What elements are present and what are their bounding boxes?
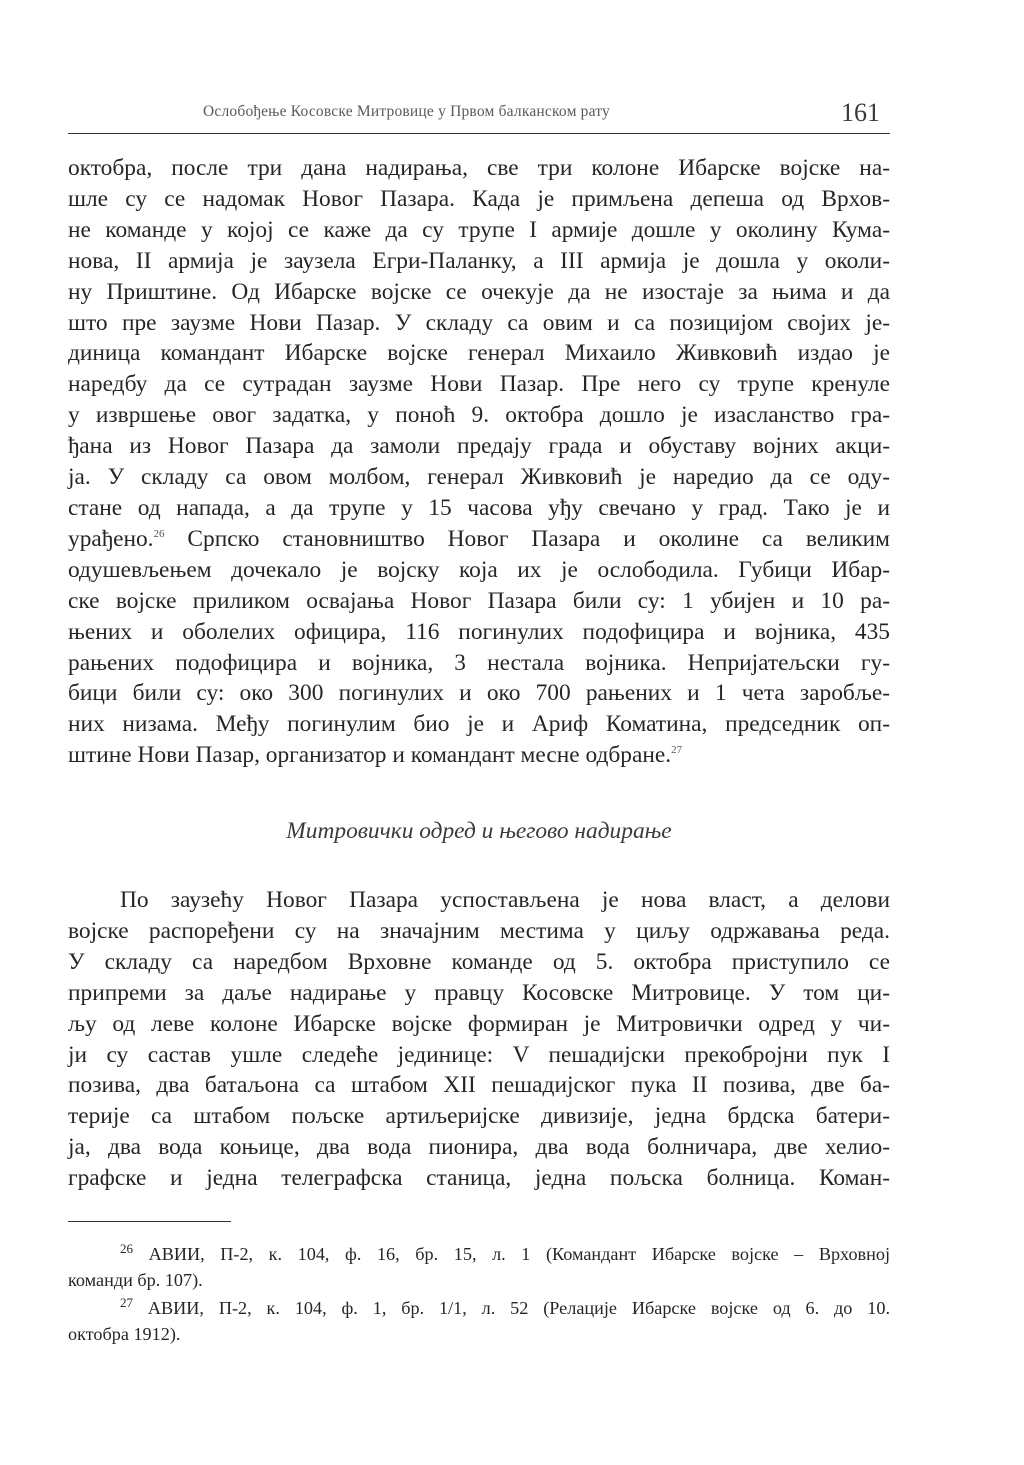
text-line: ђана из Новог Пазара да замоли предају града и обуставу војних акци- [68, 433, 890, 460]
text-line: ске војске приликом освајања Новог Пазара били су: 1 убијен и 10 ра- [68, 587, 890, 614]
text-line: У складу са наредбом Врховне команде од 5. октобра приступило се [68, 948, 890, 975]
text-line: бици били су: око 300 погинулих и око 700 рањених и 1 чета заробље- [68, 680, 890, 707]
text-line: стане од напада, а да трупе у 15 часова уђу свечано у град. Тако је и [68, 494, 890, 521]
paragraph-2 [68, 885, 890, 1194]
text-fragment: Српско становништво Новог Пазара и околине са великим [187, 525, 890, 552]
paragraph-1 [68, 153, 890, 771]
text-line: наредбу да се сутрадан заузме Нови Пазар. Пре него су трупе кренуле [68, 371, 890, 398]
text-line: рањених подофицира и војника, 3 нестала војника. Непријатељски гу- [68, 649, 890, 676]
footnote-text: АВИИ, П-2, к. 104, ф. 1, бр. 1/1, л. 52 (Релације Ибарске војске од 6. до 10. [147, 1298, 891, 1318]
footnote-line: команди бр. 107). [68, 1269, 203, 1290]
text-line-with-footnote-26 [68, 524, 890, 555]
text-line: што пре заузме Нови Пазар. У складу са овим и са позицијом својих је- [68, 309, 890, 336]
text-line: нова, II армија је заузела Егри-Паланку, а III армија је дошла у околи- [68, 247, 890, 274]
text-line: љу од леве колоне Ибарске војске формиран је Митровички одред у чи- [68, 1010, 890, 1037]
text-line: диница командант Ибарске војске генерал Михаило Живковић издао је [68, 340, 890, 367]
page-header [68, 98, 890, 134]
header-rule [68, 133, 890, 134]
footnote-27 [68, 1296, 890, 1347]
footnote-ref-27: 27 [671, 744, 683, 757]
text-line: ну Приштине. Од Ибарске војске се очекује да не изостаје за њима и да [68, 278, 890, 305]
text-line: ји су састав ушле следеће јединице: V пешадијски прекобројни пук I [68, 1041, 890, 1068]
running-title: Ослобођење Косовске Митровице у Првом балканском рату [203, 103, 611, 120]
footnote-line [68, 1296, 890, 1322]
text-line: позива, два батаљона са штабом XII пешадијског пука II позива, две ба- [68, 1072, 890, 1099]
text-line: припреми за даље надирање у правцу Косовске Митровице. У том ци- [68, 979, 890, 1006]
text-line: По заузећу Новог Пазара успостављена је нова власт, а делови [120, 887, 890, 913]
text-line: терије са штабом пољске артиљеријске дивизије, једна брдска батери- [68, 1103, 890, 1130]
text-line: одушевљењем дочекало је војску која их је ослободила. Губици Ибар- [68, 556, 890, 583]
text-line: ја, два вода коњице, два вода пионира, два вода болничара, две хелио- [68, 1134, 890, 1161]
footnote-mark: 26 [120, 1240, 133, 1256]
text-line: не команде у којој се каже да су трупе I армије дошле у околину Кума- [68, 216, 890, 243]
text-line: них низама. Међу погинулим био је и Ариф Коматина, председник оп- [68, 711, 890, 738]
text-line: у извршење овог задатка, у поноћ 9. октобра дошло је изасланство гра- [68, 402, 890, 429]
footnote-ref-26: 26 [153, 528, 165, 541]
text-line: шле су се надомак Новог Пазара. Када је примљена депеша од Врхов- [68, 185, 890, 212]
text-line-with-footnote-27 [68, 740, 890, 771]
footnotes [68, 1242, 890, 1350]
page-number: 161 [841, 98, 880, 127]
text-fragment: урађено. [68, 525, 154, 552]
footnote-line [68, 1242, 890, 1268]
text-fragment: штине Нови Пазар, организатор и командант месне одбране. [68, 742, 672, 769]
footnote-26 [68, 1242, 890, 1293]
footnote-text: АВИИ, П-2, к. 104, ф. 16, бр. 15, л. 1 (Командант Ибарске војске – Врховној [148, 1244, 891, 1264]
footnote-mark: 27 [120, 1294, 133, 1310]
text-line: војске распоређени су на значајним местима у циљу одржавања реда. [68, 917, 890, 944]
text-line: ја. У складу са овом молбом, генерал Живковић је наредио да се оду- [68, 464, 890, 491]
footnote-line: октобра 1912). [68, 1323, 181, 1344]
section-heading: Митровички одред и његово надирање [286, 818, 672, 844]
footnote-rule [68, 1221, 231, 1222]
text-line: октобра, после три дана надирања, све три колоне Ибарске војске на- [68, 155, 890, 181]
text-line: графске и једна телеграфска станица, једна пољска болница. Коман- [68, 1165, 890, 1192]
text-line: њених и оболелих официра, 116 погинулих подофицира и војника, 435 [68, 618, 890, 645]
